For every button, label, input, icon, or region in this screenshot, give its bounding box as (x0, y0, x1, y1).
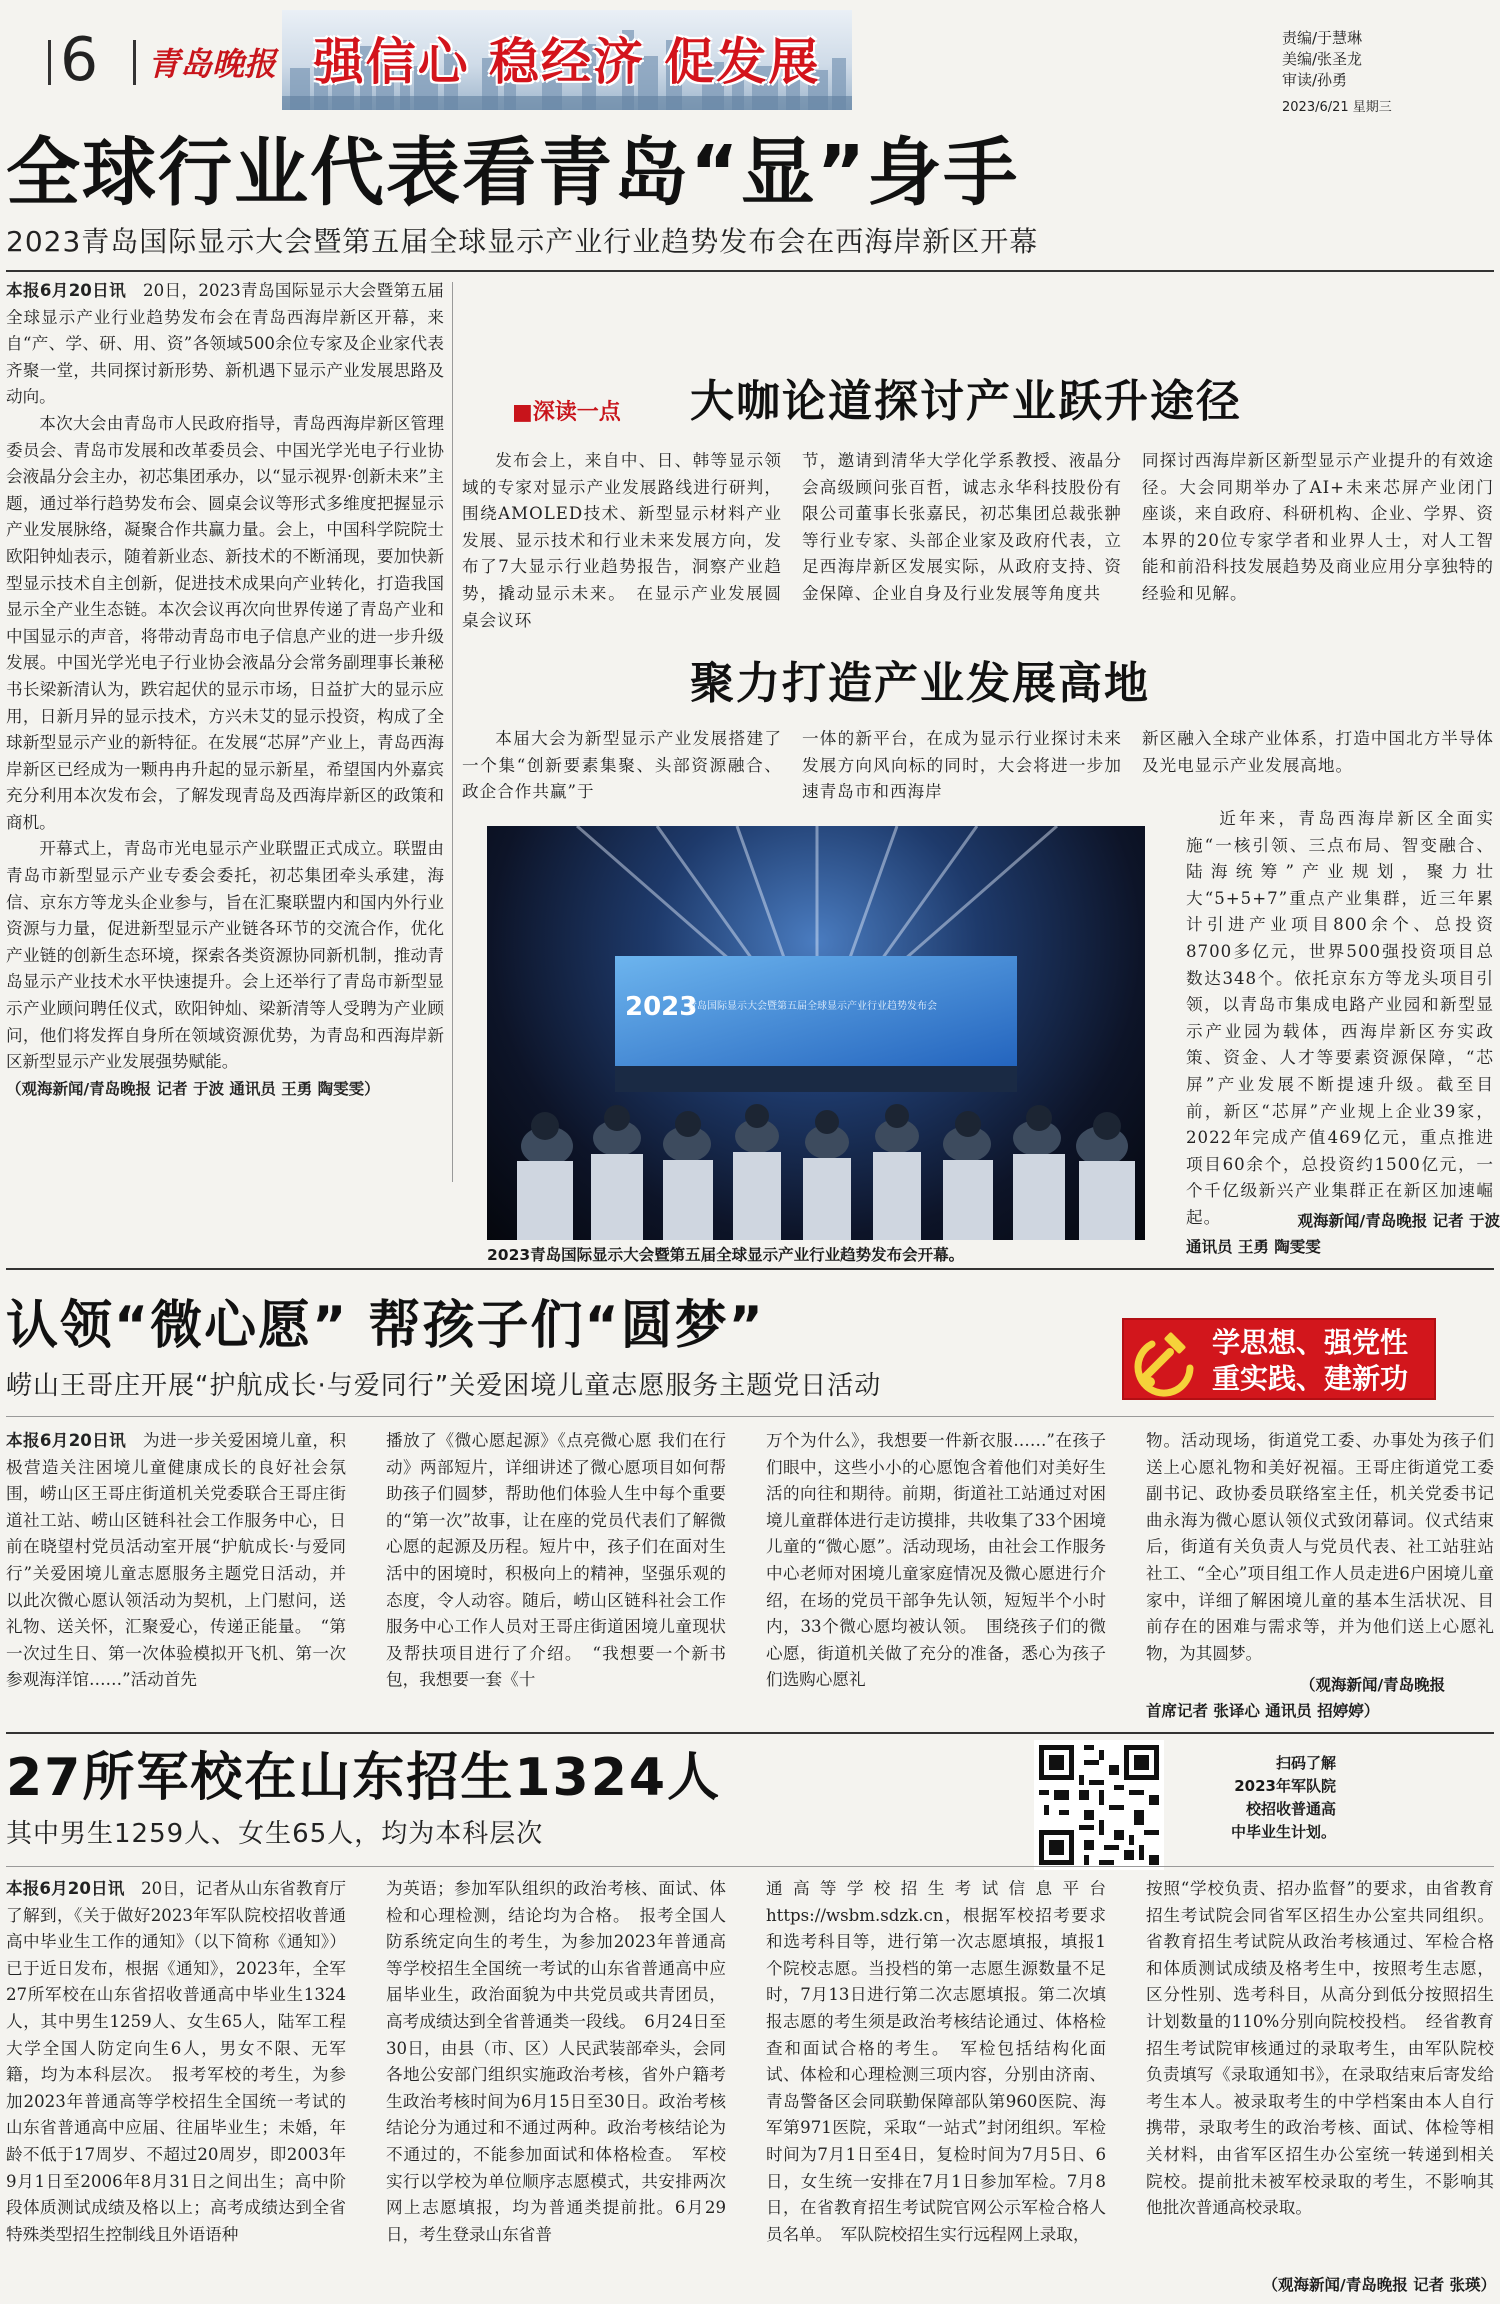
article2-col-3: 万个为什么》，我想要一件新衣服……”在孩子们眼中，这些小小的心愿饱含着他们对美好生活的向往和期待。前期，街道社工站通过对困境儿童群体进行走访摸排，共收集了33个困境儿童的“微心愿”。活动现场，由社会工作服务中心老师对困境儿童家庭情况及微心愿进行介绍，在场的党员干部争先认领，短短半个小时内，33个微心愿均被认领。 围绕孩子们的微心愿，街道机关做了充分的准备，悉心为孩子们选购心愿礼 (766, 1431, 1106, 1690)
article2-byline-b: 首席记者 张译心 通讯员 招婷婷） (1146, 1702, 1380, 1720)
photo-caption: 2023青岛国际显示大会暨第五届全球显示产业行业趋势发布会开幕。 (487, 1246, 965, 1264)
newspaper-logo: 青岛晚报 (148, 45, 277, 83)
editor-line-1: 责编/于慧琳 (1282, 29, 1363, 47)
article1-byline: （观海新闻/青岛晚报 记者 于波 通讯员 王勇 陶雯雯） (6, 1079, 380, 1098)
sidebar2-right-body: 近年来，青岛西海岸新区全面实施“一核引领、三点布局、智变融合、陆海统筹”产业规划，聚力壮大“5+5+7”重点产业集群，近三年累计引进产业项目800余个、总投资8700多亿元，世界500强投资项目总数达348个。依托京东方等龙头项目引领，以青岛市集成电路产业园和新型显示产业园为载体，西海岸新区夯实政策、资金、人才等要素资源保障，“芯屏”产业发展不断提速升级。截至目前，新区“芯屏”产业规上企业39家，2022年完成产值469亿元，重点推进项目60余个，总投资约1500亿元，一个千亿级新兴产业集群正在新区加速崛起。 (1186, 809, 1494, 1227)
article1-para-1: 本报6月20日讯 20日，2023青岛国际显示大会暨第五届全球显示产业行业趋势发布会在青岛西海岸新区开幕，来自“产、学、研、用、资”各领域500余位专家及企业家代表齐聚一堂，共同探讨新形势、新机遇下显示产业发展思路及动向。 (6, 281, 445, 407)
article3-subhead: 其中男生1259人、女生65人，均为本科层次 (6, 1819, 544, 1849)
article3-byline: （观海新闻/青岛晚报 记者 张瑛） (1262, 2276, 1496, 2294)
sidebar2-headline: 聚力打造产业发展高地 (690, 658, 1150, 709)
article2-top-rule (6, 1416, 1494, 1417)
slogan-text: 强信心 稳经济 促发展 (313, 33, 821, 91)
article2-subhead: 崂山王哥庄开展“护航成长·与爱同行”关爱困境儿童志愿服务主题党日活动 (6, 1371, 882, 1401)
section-rule-2 (6, 1732, 1494, 1734)
article2-col-4: 物。活动现场，街道党工委、办事处为孩子们送上心愿礼物和美好祝福。王哥庄街道党工委副书记、政协委员联络室主任，机关党委书记曲永海为微心愿认领仪式致闭幕词。仪式结束后，街道有关负责人与党员代表、社工站驻站社工、“全心”项目组工作人员走进6户困境儿童家中，详细了解困境儿童的基本生活状况、目前存在的困难与需求等，并为他们送上心愿礼物，为其圆梦。 (1146, 1431, 1494, 1663)
article3-top-rule (6, 1866, 1494, 1867)
sidebar2-col-3: 新区融入全球产业体系，打造中国北方半导体及光电显示产业发展高地。 (1142, 729, 1494, 775)
sidebar2-col-1: 本届大会为新型显示产业发展搭建了一个集“创新要素集聚、头部资源融合、政企合作共赢”于 (462, 729, 782, 802)
article1-column-divider (452, 282, 453, 1182)
section-rule-1 (6, 1268, 1494, 1270)
qr-code (1034, 1740, 1164, 1870)
sidebar1-col-3: 同探讨西海岸新区新型显示产业提升的有效途径。大会同期举办了AI+未来芯屏产业闭门座谈，来自政府、科研机构、企业、学界、资本界的20位专家学者和业界人士，对人工智能和前沿科技发展趋势及商业应用分享独特的经验和见解。 (1142, 451, 1494, 603)
article3-col-3: 通高等学校招生考试信息平台https://wsbm.sdzk.cn，根据军校招考要求和选考科目等，进行第一次志愿填报，填报1个院校志愿。当投档的第一志愿生源数量不足时，7月13日进行第二次志愿填报。第二次填报志愿的考生须是政治考核结论通过、体格检查和面试合格的考生。 军检包括结构化面试、体检和心理检测三项内容，分别由济南、青岛警备区会同联勤保障部队第960医院、海军第971医院，采取“一站式”封闭组织。军检时间为7月1日至4日，复检时间为7月5日、6日，女生统一安排在7月1日参加军检。7月8日，在省教育招生考试院官网公示军检合格人员名单。 军队院校招生实行远程网上录取， (766, 1879, 1106, 2244)
editor-line-2: 美编/张圣龙 (1282, 50, 1363, 68)
masthead-divider-left (48, 40, 51, 85)
article2-col-1: 本报6月20日讯 为进一步关爱困境儿童，积极营造关注困境儿童健康成长的良好社会氛围，崂山区王哥庄街道机关党委联合王哥庄街道社工站、崂山区链科社会工作服务中心，日前在晓望村党员活动室开展“护航成长·与爱同行”关爱困境儿童志愿服务主题党日活动，并以此次微心愿认领活动为契机，上门慰问，送礼物、送关怀，汇聚爱心，传递正能量。 “第一次过生日、第一次体验模拟开飞机、第一次参观海洋馆……”活动首先 (6, 1431, 347, 1690)
slogan-banner (282, 10, 852, 110)
sidebar2-col-2: 一体的新平台，在成为显示行业探讨未来发展方向风向标的同时，大会将进一步加速青岛市和西海岸 (802, 729, 1122, 802)
editor-credits (1282, 28, 1472, 118)
dateline: 本报6月20日讯 (6, 281, 127, 300)
page-number: 6 (60, 25, 99, 95)
issue-date: 2023/6/21 星期三 (1282, 100, 1392, 115)
article2-headline: 认领“微心愿” 帮孩子们“圆梦” (6, 1296, 765, 1356)
article1-headline: 全球行业代表看青岛“显”身手 (6, 130, 1020, 216)
editor-line-3: 审读/孙勇 (1282, 71, 1348, 89)
sidebar1-col-1: 发布会上，来自中、日、韩等显示领域的专家对显示产业发展路线进行研判，围绕AMOLED技术、新型显示材料产业发展、显示技术和行业未来发展方向，发布了7大显示行业趋势报告，洞察产业趋势，撬动显示未来。 在显示产业发展圆桌会议环 (462, 451, 782, 630)
sidebar2-byline-1: 观海新闻/青岛晚报 记者 于波 (1297, 1212, 1500, 1230)
sidebar2-byline-2: 通讯员 王勇 陶雯雯 (1186, 1238, 1321, 1256)
article3-headline: 27所军校在山东招生1324人 (6, 1748, 722, 1808)
article3-col-2: 为英语；参加军队组织的政治考核、面试、体检和心理检测，结论均为合格。 报考全国人防系统定向生的考生，为参加2023年普通高等学校招生全国统一考试的山东省普通高中应届毕业生，政治面貌为中共党员或共青团员，高考成绩达到全省普通类一段线。 6月24日至30日，由县（市、区）人民武装部牵头，会同各地公安部门组织实施政治考核，省外户籍考生政治考核时间为6月15日至30日。政治考核结论分为通过和不通过两种。政治考核结论为不通过的，不能参加面试和体格检查。 军校实行以学校为单位顺序志愿模式，共安排两次网上志愿填报，均为普通类提前批。6月29日，考生登录山东省普 (386, 1879, 726, 2244)
sidebar1-headline: 大咖论道探讨产业跃升途径 (690, 376, 1242, 427)
article2-col-2: 播放了《微心愿起源》《点亮微心愿 我们在行动》两部短片，详细讲述了微心愿项目如何帮助孩子们圆梦，帮助他们体验人生中每个重要的“第一次”故事，让在座的党员代表们了解微心愿的起源及历程。短片中，孩子们在面对生活中的困境时，积极向上的精神，坚强乐观的态度，令人动容。随后，崂山区链科社会工作服务中心工作人员对王哥庄街道困境儿童现状及帮扶项目进行了介绍。 “我想要一个新书包，我想要一套《十 (386, 1431, 726, 1690)
badge-line-1: 学思想、强党性 (1212, 1326, 1409, 1359)
article1-para-2: 本次大会由青岛市人民政府指导，青岛西海岸新区管理委员会、青岛市发展和改革委员会、中国光学光电子行业协会液晶分会主办，初芯集团承办，以“显示视界·创新未来”主题，通过举行趋势发布会、圆桌会议等形式多维度把握显示产业发展脉络，凝聚合作共赢力量。会上，中国科学院院士欧阳钟灿表示，随着新业态、新技术的不断涌现，要加快新型显示技术自主创新，促进技术成果向产业转化，打造我国显示全产业生态链。本次会议再次向世界传递了青岛产业和中国显示的声音，将带动青岛市电子信息产业的进一步升级发展。中国光学光电子行业协会液晶分会常务副理事长兼秘书长梁新清认为，跌宕起伏的显示市场，日益扩大的显示应用，日新月异的显示技术，方兴未艾的显示投资，构成了全球新型显示产业的新特征。在发展“芯屏”产业上，青岛西海岸新区已经成为一颗冉冉升起的显示新星，希望国内外嘉宾充分利用本次发布会，了解发现青岛及西海岸新区的政策和商机。 (6, 413, 444, 832)
qr-caption: 扫码了解 2023年军队院 校招收普通高 中毕业生计划。 (1230, 1754, 1336, 1841)
conference-photo (487, 826, 1145, 1240)
screen-title: 青岛国际显示大会暨第五届全球显示产业行业趋势发布会 (687, 1001, 937, 1012)
party-badge (1122, 1318, 1436, 1400)
article3-col-4: 按照“学校负责、招办监督”的要求，由省教育招生考试院会同省军区招生办公室共同组织。省教育招生考试院从政治考核通过、军检合格和体质测试成绩及格考生中，按照考生志愿，区分性别、选考科目，从高分到低分按照招生计划数量的110%分别向院校投档。 经省教育招生考试院审核通过的录取考生，由军队院校负责填写《录取通知书》，在录取结束后寄发给考生本人。被录取考生的中学档案由本人自行携带，录取考生的政治考核、面试、体检等相关材料，由省军区招生办公室统一转递到相关院校。提前批未被军校录取的考生，不影响其他批次普通高校录取。 (1146, 1879, 1494, 2218)
hammer-sickle-icon (1130, 1324, 1204, 1398)
article2-byline-a: （观海新闻/青岛晚报 (1300, 1676, 1446, 1694)
article1-body (6, 278, 444, 1186)
badge-line-2: 重实践、建新功 (1212, 1362, 1409, 1395)
sidebar1-col-2: 节，邀请到清华大学化学系教授、液晶分会高级顾问张百哲，诚志永华科技股份有限公司董事长张嘉民，初芯集团总裁张翀等行业专家、头部企业家及政府代表，立足西海岸新区发展实际，从政府支持、资金保障、企业自身及行业发展等角度共 (802, 451, 1122, 603)
article1-para-3: 开幕式上，青岛市光电显示产业联盟正式成立。联盟由青岛市新型显示产业专委会委托，初芯集团牵头承建，海信、京东方等龙头企业参与，旨在汇聚联盟内和国内外行业资源与力量，促进新型显示产业链各环节的交流合作，优化产业链的创新生态环境，探索各类资源协同新机制，推动青岛显示产业技术水平快速提升。会上还举行了青岛市新型显示产业顾问聘任仪式，欧阳钟灿、梁新清等人受聘为产业顾问，他们将发挥自身所在领域资源优势，为青岛和西海岸新区新型显示产业发展强势赋能。 (6, 839, 444, 1072)
article1-top-rule (6, 270, 1494, 272)
screen-year: 2023 (625, 992, 698, 1022)
dateline-3: 本报6月20日讯 (6, 1879, 125, 1898)
qr-code-icon (1034, 1740, 1164, 1870)
article1-subhead: 2023青岛国际显示大会暨第五届全球显示产业行业趋势发布会在西海岸新区开幕 (6, 225, 1039, 258)
article3-col-1: 本报6月20日讯 20日，记者从山东省教育厅了解到，《关于做好2023年军队院校招收普通高中毕业生工作的通知》（以下简称《通知》）已于近日发布，根据《通知》，2023年，全军27所军校在山东省招收普通高中毕业生1324人，其中男生1259人、女生65人，陆军工程大学全国人防定向生6人，男女不限、无军籍，均为本科层次。 报考军校的考生，为参加2023年普通高等学校招生全国统一考试的山东省普通高中应届、往届毕业生；未婚，年龄不低于17周岁、不超过20周岁，即2003年9月1日至2006年8月31日之间出生；高中阶段体质测试成绩及格以上；高考成绩达到全省特殊类型招生控制线且外语语种 (6, 1879, 347, 2244)
sidebar1-tag: ■深读一点 (512, 400, 621, 425)
masthead-divider-right (133, 40, 136, 85)
dateline-2: 本报6月20日讯 (6, 1431, 127, 1450)
stage-lights-icon (487, 826, 1145, 1240)
